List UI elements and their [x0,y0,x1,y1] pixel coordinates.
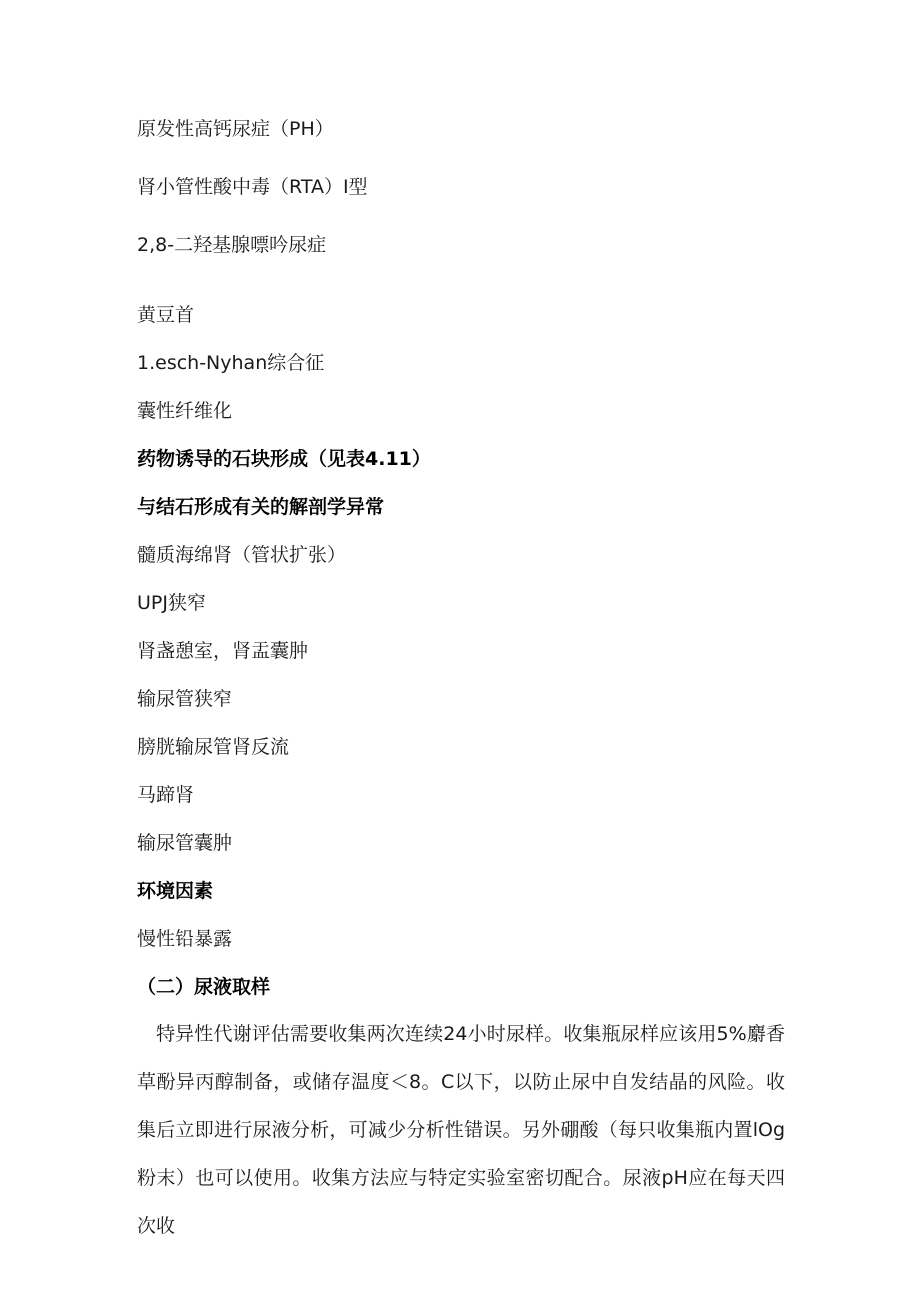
list-item-renal-tubular-acidosis: 肾小管性酸中毒（RTA）I型 [137,176,368,198]
section-heading-anatomic-abnormalities: 与结石形成有关的解剖学异常 [137,496,385,518]
list-item-chronic-lead-exposure: 慢性铅暴露 [137,928,233,950]
list-item-horseshoe-kidney: 马蹄肾 [137,784,195,806]
section-heading-urine-sampling: （二）尿液取样 [137,976,271,998]
list-item-calyceal-diverticulum: 肾盏憩室，肾盂囊肿 [137,640,309,662]
list-item-lesch-nyhan: 1.esch-Nyhan综合征 [137,352,325,374]
section-heading-drug-induced: 药物诱导的石块形成（见表4.11） [137,448,431,470]
list-item-favism: 黄豆首 [137,304,195,326]
list-item-dihydroxyadeninuria: 2,8-二羟基腺嘌吟尿症 [137,234,327,256]
body-paragraph: 特异性代谢评估需要收集两次连续24小时尿样。收集瓶尿样应该用5%麝香草酚异丙醇制备，或储存温度＜8。C以下，以防止尿中自发结晶的风险。收集后立即进行尿液分析，可减少分析性错误。另外硼酸（每只收集瓶内置lOg粉末）也可以使用。收集方法应与特定实验室密切配合。尿液pH应在每天四次收 [137,1023,785,1237]
list-item-ureterocele: 输尿管囊肿 [137,832,233,854]
section-heading-environmental-factors: 环境因素 [137,880,214,902]
list-item-cystic-fibrosis: 囊性纤维化 [137,400,233,422]
list-item-ureteral-stricture: 输尿管狭窄 [137,688,233,710]
list-item-primary-hypercalciuria: 原发性高钙尿症（PH） [137,118,334,140]
list-item-medullary-sponge-kidney: 髓质海绵肾（管状扩张） [137,544,347,566]
list-item-upj-stenosis: UPJ狭窄 [137,592,206,614]
list-item-vesicoureteral-reflux: 膀胱输尿管肾反流 [137,736,290,758]
